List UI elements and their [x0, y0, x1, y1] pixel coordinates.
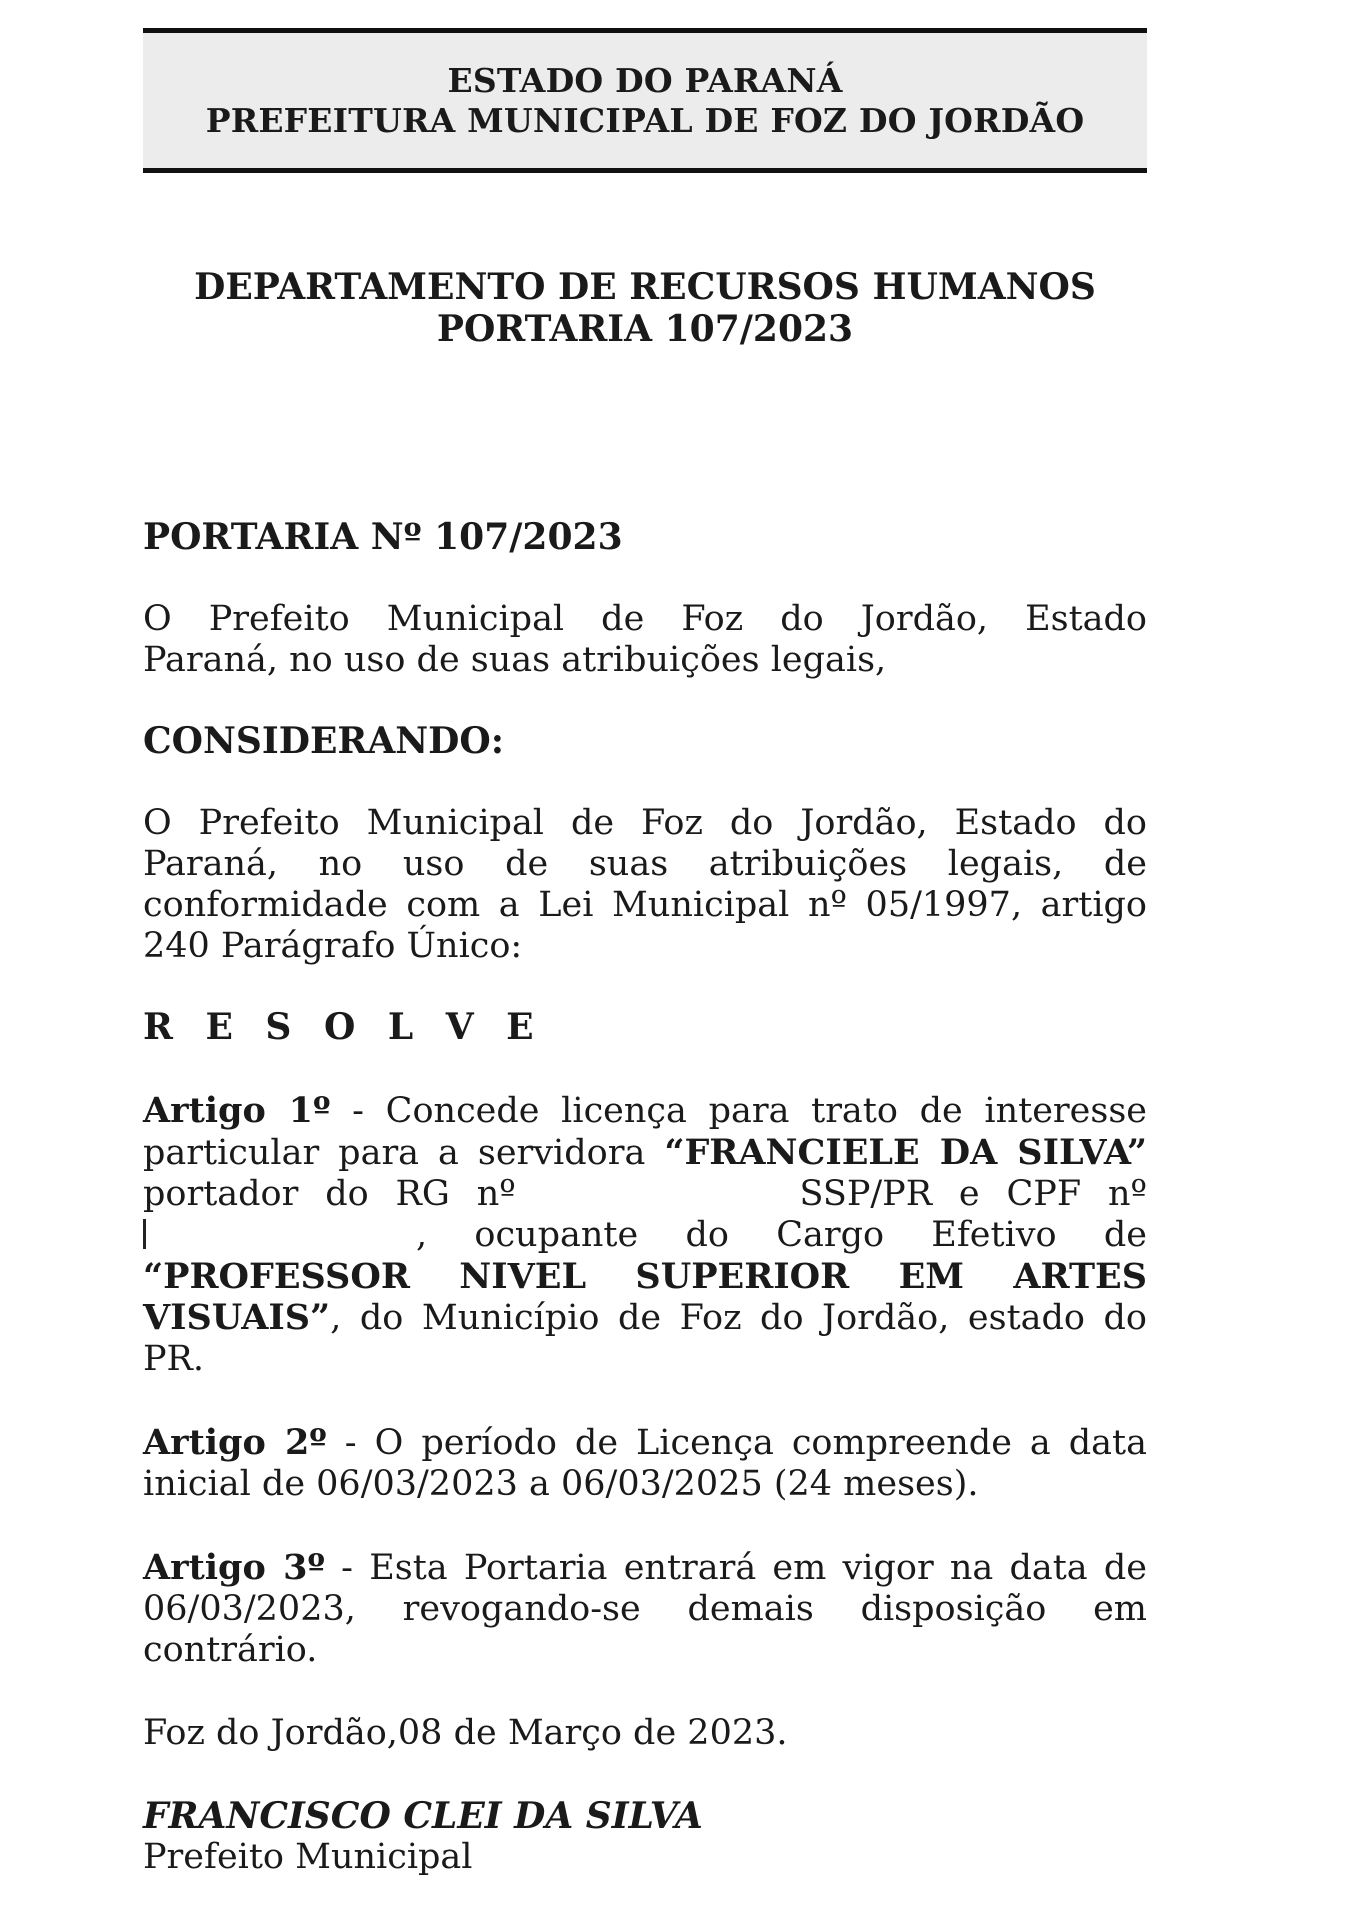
artigo-2	[143, 1422, 1147, 1505]
artigo-1-line-2	[143, 1132, 1147, 1174]
considerando-paragraph	[143, 803, 1147, 967]
artigo-1-line-1	[143, 1090, 1147, 1132]
header-prefecture: PREFEITURA MUNICIPAL DE FOZ DO JORDÃO	[205, 100, 1085, 140]
artigo-3-line-1	[143, 1547, 1147, 1589]
resolve-label: R E S O L V E	[143, 1006, 544, 1048]
artigo-1-line-1-text: - Concede licença para trato de interesse	[330, 1091, 1148, 1131]
artigo-1-line-4	[143, 1215, 1147, 1256]
cpf-label: SSP/PR e CPF nº	[799, 1174, 1147, 1214]
department-portaria: PORTARIA 107/2023	[436, 308, 854, 350]
artigo-3-label: Artigo 3º	[143, 1547, 325, 1588]
signatory-name: FRANCISCO CLEI DA SILVA	[143, 1795, 703, 1837]
artigo-3	[143, 1547, 1147, 1671]
considerando-line-4: 240 Parágrafo Único:	[143, 926, 523, 966]
artigo-2-line-1	[143, 1422, 1147, 1464]
artigo-3-line-1-text: - Esta Portaria entrará em vigor na data de	[324, 1548, 1147, 1588]
document-header	[143, 28, 1147, 173]
cpf-redacted	[143, 1219, 416, 1249]
artigo-1-line-4-text: , ocupante do Cargo Efetivo de	[416, 1215, 1147, 1255]
rg-label: portador do RG nº	[143, 1174, 516, 1214]
artigo-3-line-2: 06/03/2023, revogando-se demais disposição em	[143, 1589, 1147, 1629]
considerando-line-3: conformidade com a Lei Municipal nº 05/1997, artigo	[143, 885, 1147, 925]
considerando-line-2: Paraná, no uso de suas atribuições legais, de	[143, 844, 1147, 884]
artigo-2-line-2: inicial de 06/03/2023 a 06/03/2025 (24 meses).	[143, 1464, 979, 1504]
date-line: Foz do Jordão,08 de Março de 2023.	[143, 1713, 788, 1753]
considerando-line-1: O Prefeito Municipal de Foz do Jordão, Estado do	[143, 803, 1147, 843]
intro-line-1: O Prefeito Municipal de Foz do Jordão, Estado	[143, 599, 1147, 639]
cargo-name-line-2: VISUAIS”	[143, 1297, 331, 1338]
intro-paragraph	[143, 599, 1147, 681]
signatory-role: Prefeito Municipal	[143, 1837, 473, 1877]
artigo-1-line-6	[143, 1297, 1147, 1339]
artigo-2-label: Artigo 2º	[143, 1422, 327, 1463]
artigo-1-label: Artigo 1º	[143, 1090, 331, 1131]
artigo-3-line-3: contrário.	[143, 1630, 318, 1670]
portaria-title: PORTARIA Nº 107/2023	[143, 516, 623, 558]
artigo-1-line-7: PR.	[143, 1339, 205, 1379]
artigo-1-line-2-text: particular para a servidora	[143, 1133, 665, 1173]
artigo-1-line-6-text: , do Município de Foz do Jordão, estado do	[330, 1298, 1147, 1338]
rg-redacted	[543, 1174, 773, 1215]
header-state: ESTADO DO PARANÁ	[447, 60, 843, 100]
department-name: DEPARTAMENTO DE RECURSOS HUMANOS	[194, 266, 1096, 308]
considerando-label: CONSIDERANDO:	[143, 720, 505, 762]
artigo-1-line-3	[143, 1174, 1147, 1215]
artigo-2-line-1-text: - O período de Licença compreende a data	[326, 1423, 1147, 1463]
cargo-name-line-1: “PROFESSOR NIVEL SUPERIOR EM ARTES	[143, 1256, 1147, 1297]
intro-line-2: Paraná, no uso de suas atribuições legais,	[143, 640, 887, 680]
document-page	[143, 28, 1147, 1878]
servidora-name: “FRANCIELE DA SILVA”	[664, 1132, 1147, 1173]
artigo-1	[143, 1090, 1147, 1380]
department-block	[143, 266, 1147, 350]
